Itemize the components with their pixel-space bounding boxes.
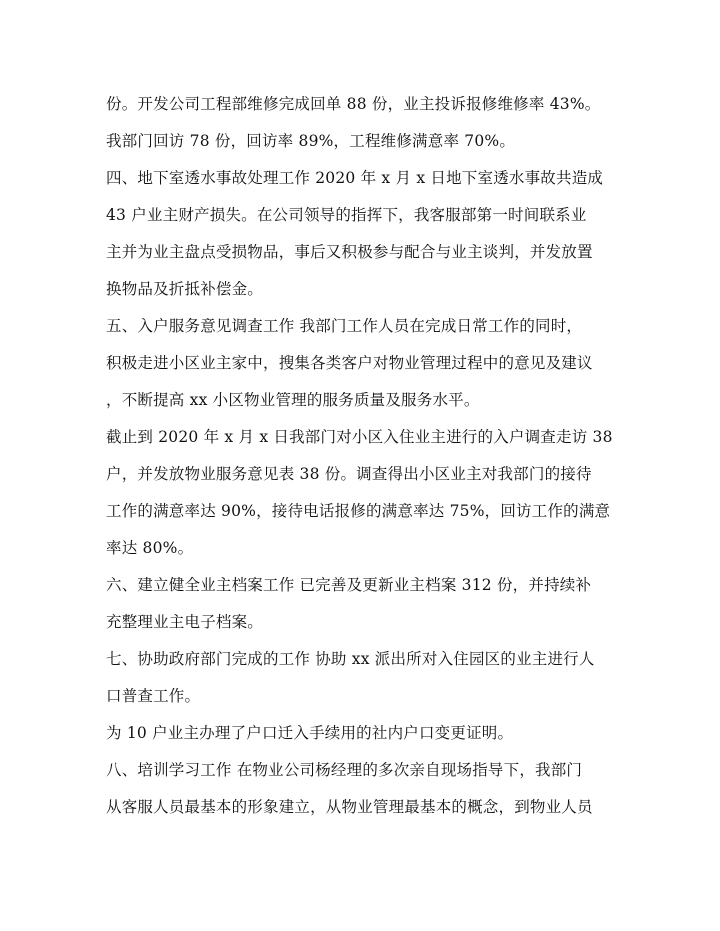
text-line-15: 充整理业主电子档案。	[106, 613, 264, 631]
text-line-16: 七、协助政府部门完成的工作 协助 xx 派出所对入住园区的业主进行人	[106, 650, 595, 668]
text-line-7: 五、入户服务意见调查工作 我部门工作人员在完成日常工作的同时，	[106, 317, 583, 335]
text-line-2: 我部门回访 78 份，回访率 89%，工程维修满意率 70%。	[106, 132, 516, 150]
text-line-11: 户，并发放物业服务意见表 38 份。调查得出小区业主对我部门的接待	[106, 465, 592, 483]
text-line-18: 为 10 户业主办理了户口迁入手续用的社内户口变更证明。	[106, 724, 514, 742]
text-line-10: 截止到 2020 年 x 月 x 日我部门对小区入住业主进行的入户调查走访 38	[106, 428, 613, 446]
text-line-13: 率达 80%。	[106, 539, 194, 557]
text-line-17: 口普查工作。	[106, 687, 201, 705]
text-line-9: ，不断提高 xx 小区物业管理的服务质量及服务水平。	[106, 391, 480, 409]
text-line-20: 从客服人员最基本的形象建立，从物业管理最基本的概念，到物业人员	[106, 798, 593, 816]
text-line-14: 六、建立健全业主档案工作 已完善及更新业主档案 312 份，并持续补	[106, 576, 592, 594]
text-line-1: 份。开发公司工程部维修完成回单 88 份，业主投诉报修维修率 43%。	[106, 95, 601, 113]
text-line-12: 工作的满意率达 90%，接待电话报修的满意率达 75%，回访工作的满意	[106, 502, 611, 520]
text-line-5: 主并为业主盘点受损物品，事后又积极参与配合与业主谈判，并发放置	[106, 243, 593, 261]
text-line-4: 43 户业主财产损失。在公司领导的指挥下，我客服部第一时间联系业	[106, 206, 587, 224]
text-line-19: 八、培训学习工作 在物业公司杨经理的多次亲自现场指导下，我部门	[106, 761, 583, 779]
text-line-3: 四、地下室透水事故处理工作 2020 年 x 月 x 日地下室透水事故共造成	[106, 169, 604, 187]
text-line-8: 积极走进小区业主家中，搜集各类客户对物业管理过程中的意见及建议	[106, 354, 593, 372]
text-line-6: 换物品及折抵补偿金。	[106, 280, 264, 298]
